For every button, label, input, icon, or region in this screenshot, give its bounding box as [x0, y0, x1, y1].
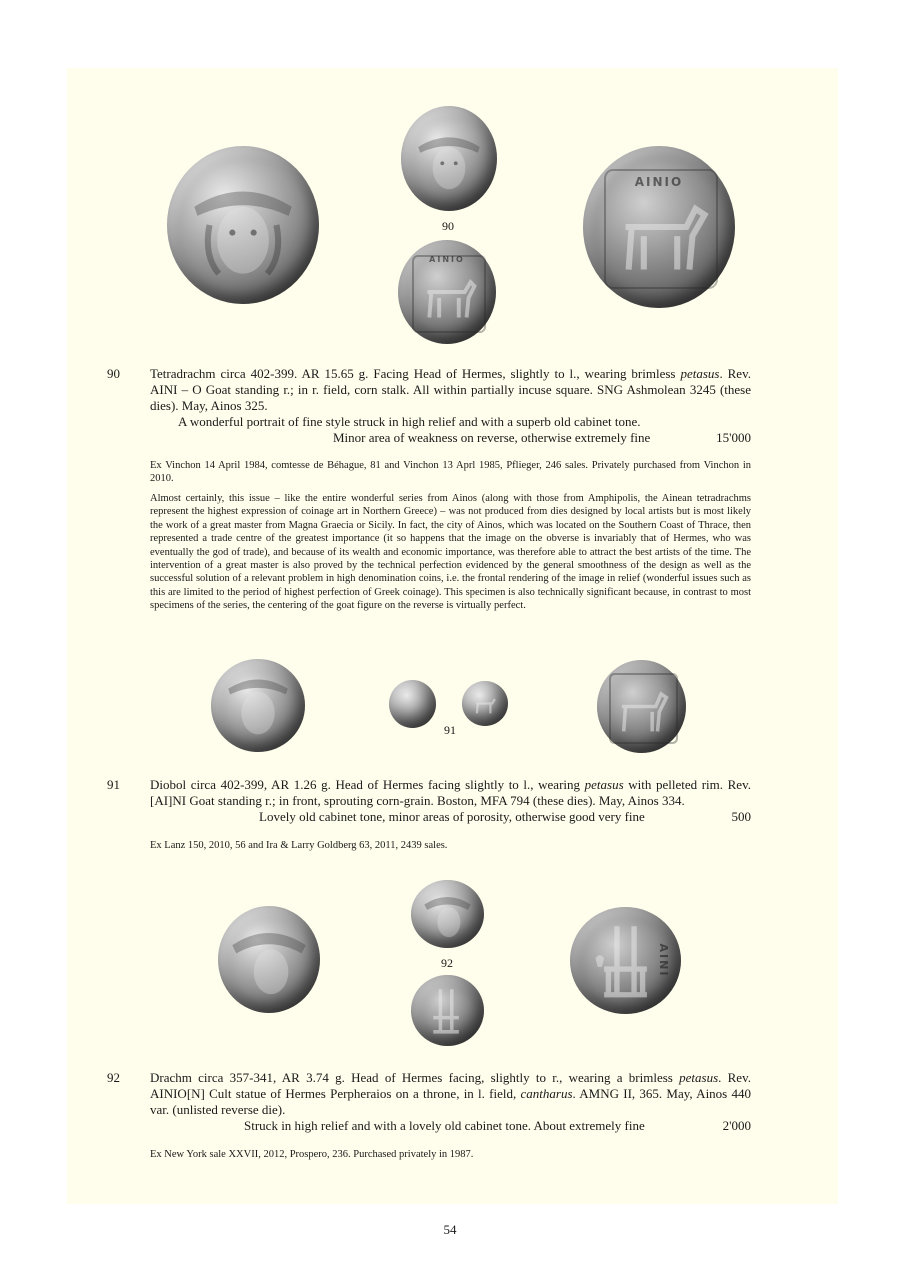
coin-plate-number: 91: [444, 723, 456, 737]
lot-number: 91: [107, 777, 120, 792]
coin-91-reverse-large: [597, 660, 686, 753]
coin-legend: ΑΙΝΙΟ: [634, 175, 684, 190]
coin-90-reverse-small: [398, 240, 496, 344]
hermes-head-icon: [411, 880, 484, 948]
goat-icon: [398, 240, 496, 344]
hermes-head-icon: [167, 146, 319, 304]
lot-condition: Struck in high relief and with a lovely old cabinet tone. About extremely fine: [244, 1118, 645, 1133]
goat-icon: [462, 681, 508, 726]
lot-description: Diobol circa 402-399, AR 1.26 g. Head of Hermes facing slightly to l., wearing petasus with pelleted rim. Rev. [AI]NI Goat standing r.; in front, sprouting corn-grain. Boston, MFA 794 (these dies). May, Ainos 334.: [150, 777, 751, 808]
hermes-head-icon: [211, 659, 305, 752]
coin-92-reverse-small: [411, 975, 484, 1046]
lot-provenance: Ex Lanz 150, 2010, 56 and Ira & Larry Goldberg 63, 2011, 2439 sales.: [150, 840, 448, 851]
coin-plate-number: 92: [441, 956, 453, 970]
coin-91-obverse-large: [211, 659, 305, 752]
lot-number: 90: [107, 366, 120, 381]
lot-estimate: 500: [731, 809, 751, 824]
lot-provenance: Ex New York sale XXVII, 2012, Prospero, 236. Purchased privately in 1987.: [150, 1149, 474, 1160]
goat-icon: [583, 146, 735, 308]
coin-plate-number: 90: [442, 219, 454, 233]
lot-number: 92: [107, 1070, 120, 1085]
coin-92-reverse-large: [570, 907, 681, 1014]
coin-91-reverse-small: [462, 681, 508, 726]
lot-condition: Lovely old cabinet tone, minor areas of porosity, otherwise good very fine: [259, 809, 645, 824]
lot-condition: Minor area of weakness on reverse, otherwise extremely fine: [333, 430, 651, 445]
hermes-head-icon: [401, 106, 497, 211]
lot-remark-primary: A wonderful portrait of fine style struck in high relief and with a superb old cabinet tone.: [178, 414, 641, 429]
coin-92-obverse-small: [411, 880, 484, 948]
coin-legend: ΑΙΝΙΟ: [429, 254, 465, 264]
page-number: 54: [443, 1222, 457, 1237]
lot-commentary: Almost certainly, this issue – like the entire wonderful series from Ainos (along with those from Amphipolis, the Ainean tetradrachms represent the highest expression of coinage art in Northern Greece) – was not produced from dies designed by local artists but is most likely the work of a great master from Magna Graecia or Sicily. In fact, the city of Ainos, which was located on the Southern Coast of Thrace, then represented a trade centre of the greatest importance (it so happens that the image on the obverse is invariably that of Hermes, who was eventually the god of trade), and because of its wealth and economic importance, was therefore able to attract the best artists of the time. The intervention of a great master is also proved by the technical perfection evidenced by the general smoothness of the design as well as the successful solution of a relevant problem in high denomination coins, i.e. the frontal rendering of the image in relief (wonderful issues such as this are limited to the period of highest perfection of Greek coinage). This specimen is also technically significant because, in contrast to most specimens of the series, the centering of the goat figure on the reverse is virtually perfect.: [150, 493, 751, 612]
lot-estimate: 15'000: [716, 430, 751, 445]
coin-91-obverse-small: [389, 680, 436, 728]
lot-provenance: Ex Vinchon 14 April 1984, comtesse de Béhague, 81 and Vinchon 13 Aprl 1985, Pflieger, 246 sales. Privately purchased from Vinchon in 2010.: [150, 460, 751, 485]
lot-estimate: 2'000: [722, 1118, 751, 1133]
cult-statue-icon: [570, 907, 681, 1014]
cult-statue-icon: [411, 975, 484, 1046]
coin-90-reverse-large: [583, 146, 735, 308]
lot-description: Tetradrachm circa 402-399. AR 15.65 g. Facing Head of Hermes, slightly to l., wearing brimless petasus. Rev. AINI – O Goat standing r.; in r. field, corn stalk. All within partially incuse square. SNG Ashmolean 3245 (these dies). May, Ainos 325.: [150, 366, 751, 413]
coin-legend: ΑΙΝΙ: [656, 943, 670, 978]
lot-description: Drachm circa 357-341, AR 3.74 g. Head of Hermes facing, slightly to r., wearing a brimless petasus. Rev. AINIO[N] Cult statue of Hermes Perpheraios on a throne, in l. field, cantharus. AMNG II, 365. May, Ainos 440 var. (unlisted reverse die).: [150, 1070, 751, 1117]
coin-92-obverse-large: [218, 906, 320, 1013]
hermes-head-icon: [218, 906, 320, 1013]
coin-90-obverse-large: [167, 146, 319, 304]
coin-90-obverse-small: [401, 106, 497, 211]
goat-icon: [597, 660, 686, 753]
